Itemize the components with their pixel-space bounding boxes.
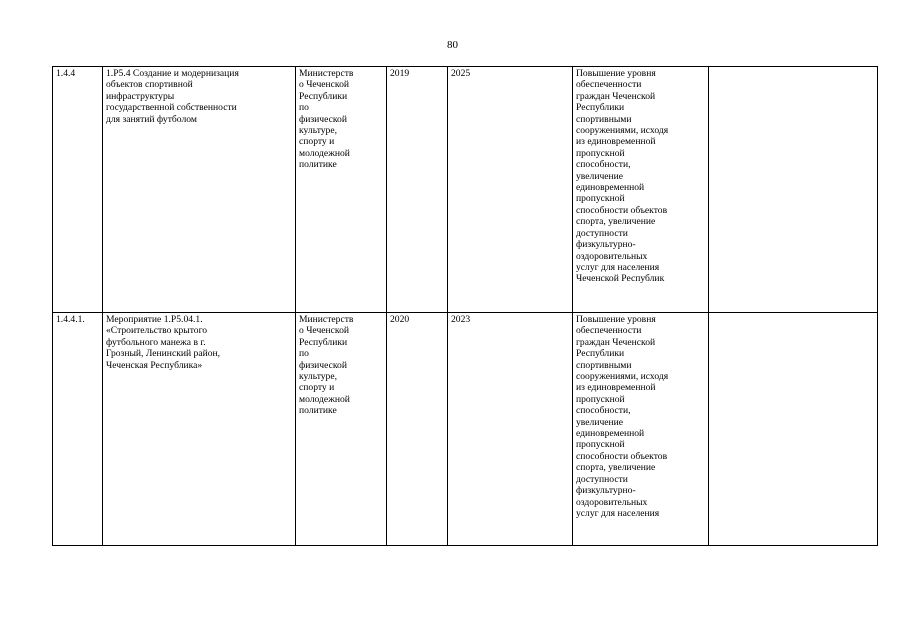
table-row xyxy=(53,67,878,313)
executor: Министерств о Чеченской Республики по физической культуре, спорту и молодежной политике xyxy=(296,67,387,313)
program-table xyxy=(52,66,878,546)
executor: Министерств о Чеченской Республики по физической культуре, спорту и молодежной политике xyxy=(296,313,387,546)
expected-result: Повышение уровня обеспеченности граждан Чеченской Республики спортивными сооружениями, исходя из единовременной пропускной способности, увеличение единовременной пропускной способности объектов спорта, увеличение доступности физкультурно- оздоровительных услуг для населения Чеченской Республик xyxy=(573,67,709,313)
end-year: 2023 xyxy=(448,313,573,546)
table-row xyxy=(53,313,878,546)
extra-cell xyxy=(709,313,878,546)
row-number: 1.4.4.1. xyxy=(53,313,103,546)
start-year: 2020 xyxy=(387,313,448,546)
expected-result: Повышение уровня обеспеченности граждан Чеченской Республики спортивными сооружениями, исходя из единовременной пропускной способности, увеличение единовременной пропускной способности объектов спорта, увеличение доступности физкультурно- оздоровительных услуг для населения xyxy=(573,313,709,546)
measure-name: 1.Р5.4 Создание и модернизация объектов спортивной инфраструктуры государственной собственности для занятий футболом xyxy=(103,67,296,313)
extra-cell xyxy=(709,67,878,313)
measure-name: Мероприятие 1.Р5.04.1. «Строительство крытого футбольного манежа в г. Грозный, Ленинский район, Чеченская Республика» xyxy=(103,313,296,546)
start-year: 2019 xyxy=(387,67,448,313)
end-year: 2025 xyxy=(448,67,573,313)
page-number: 80 xyxy=(447,39,458,51)
row-number: 1.4.4 xyxy=(53,67,103,313)
